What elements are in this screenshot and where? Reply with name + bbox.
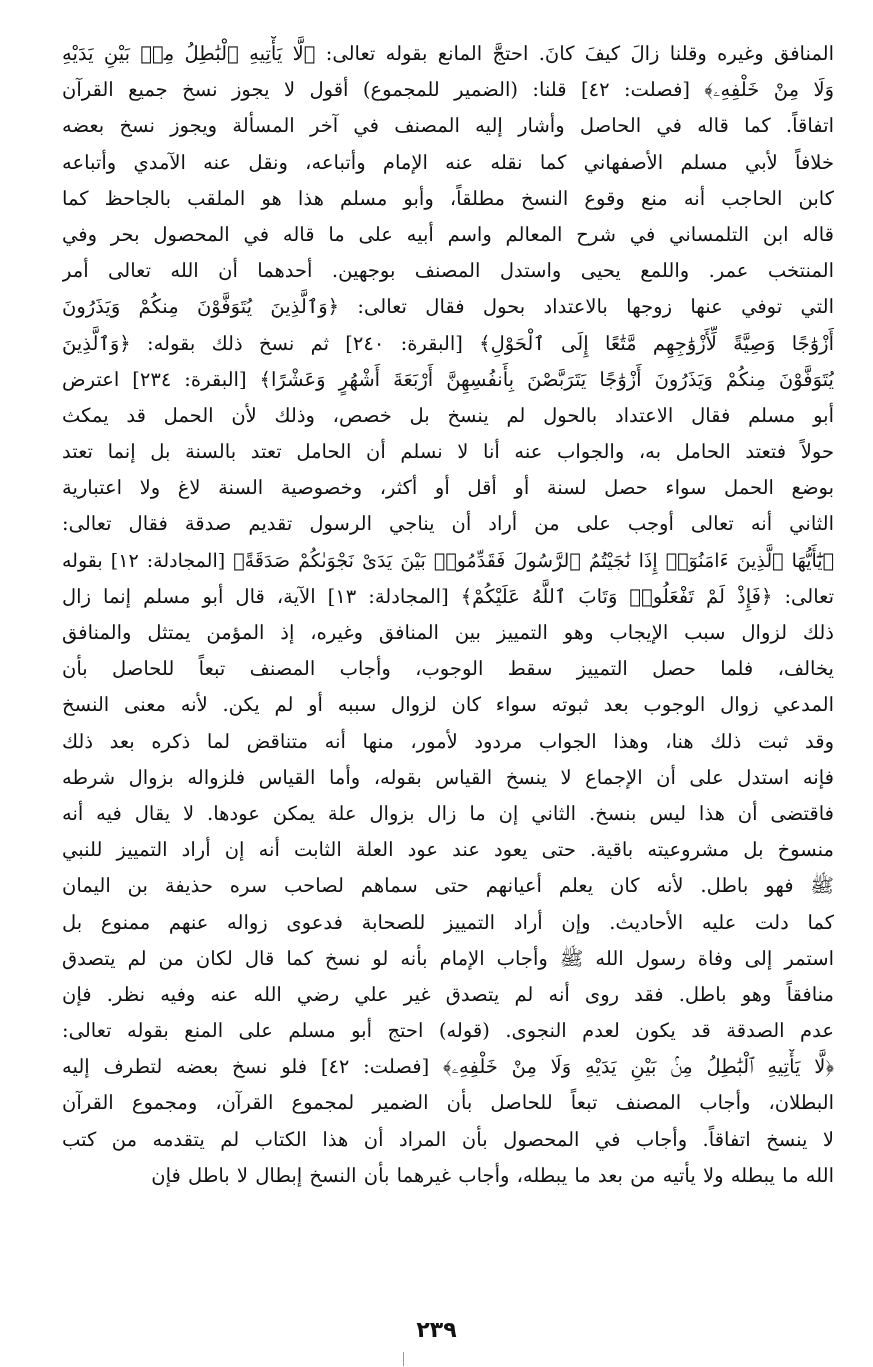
text-line: اتفاقاً. كما قاله في الحاصل وأشار إليه المصنف في آخر المسألة ويجوز نسخ بعضه xyxy=(62,114,834,138)
text-line: فإنه استدل على أن الإجماع لا ينسخ القياس بقوله، وأما القياس فلزواله بزوال شرطه xyxy=(62,765,834,789)
page-number: ٢٣٩ xyxy=(416,1318,457,1343)
text-line: أَزْوَٰجًا وَصِيَّةً لِّأَزْوَٰجِهِم مَّتَٰعًا إِلَى ٱلْحَوْلِ﴾ [البقرة: ٢٤٠] ثم نسخ ذلك بقوله: ﴿وَٱلَّذِينَ xyxy=(62,331,834,355)
text-line: كابن الحاجب أنه منع وقوع النسخ مطلقاً، وأبو مسلم هذا هو الملقب بالجاحظ كما xyxy=(62,186,834,210)
text-line: فاقتضى أن هذا ليس بنسخ. الثاني إن ما زال بزوال علة يمكن عودها. لا يقال فيه أنه xyxy=(62,801,834,825)
text-line: يخالف، فلما حصل التمييز سقط الوجوب، وأجاب المصنف تبعاً للحاصل بأن xyxy=(62,657,834,681)
text-line: ﷺ فهو باطل. لأنه كان يعلم أعيانهم حتى سماهم لصاحب سره حذيفة بن اليمان xyxy=(62,874,834,898)
scan-mark xyxy=(403,1352,404,1366)
text-line: وقد ثبت ذلك هنا، وهذا الجواب مردود لأمور، منها أنه متناقض لما ذكره بعد ذلك xyxy=(62,729,834,753)
text-line: استمر إلى وفاة رسول الله ﷺ وأجاب الإمام بأنه لو نسخ كما قال لكان من لم يتصدق xyxy=(62,946,834,970)
text-line: وَلَا مِنْ خَلْفِهِۦ﴾ [فصلت: ٤٢] قلنا: (الضمير للمجموع) أقول لا يجوز نسخ جميع القرآن xyxy=(62,78,834,102)
text-line: البطلان، وأجاب المصنف تبعاً للحاصل بأن الضمير لمجموع القرآن، ومجموع القرآن xyxy=(62,1091,834,1115)
text-line: بوضع الحمل سواء حصل لسنة أو أقل أو أكثر، وخصوصية السنة لاغ ولا اعتبارية xyxy=(62,476,834,500)
body-text xyxy=(62,36,834,1194)
text-line: قاله ابن التلمساني في شرح المعالم واسم أبيه على ما قاله في المحصول بحر وفي xyxy=(62,222,834,246)
text-line: منافقاً وهو باطل. فقد روى أنه لم يتصدق غير علي رضي الله عنه وفيه نظر. فإن xyxy=(62,982,834,1006)
text-line: لا ينسخ اتفاقاً. وأجاب في المحصول بأن المراد أن هذا الكتاب لم يتقدمه من كتب xyxy=(62,1127,834,1151)
text-line: الثاني أنه تعالى أوجب على من أراد أن يناجي الرسول تقديم صدقة فقال تعالى: xyxy=(62,512,834,536)
text-line: المدعي زوال الوجوب بعد ثبوته سواء كان لزوال سببه أو لم يكن. لأنه معنى النسخ xyxy=(62,693,834,717)
text-line: ﴿لَّا يَأْتِيهِ ٱلْبَٰطِلُ مِنۢ بَيْنِ يَدَيْهِ وَلَا مِنْ خَلْفِهِۦ﴾ [فصلت: ٤٢] فلو نسخ بعضه لتطرف إليه xyxy=(62,1055,834,1079)
text-line: خلافاً لأبي مسلم الأصفهاني كما نقله عنه الإمام وأتباعه، ونقل عنه الآمدي وأتباعه xyxy=(62,150,834,174)
text-line: التي توفي عنها زوجها بالاعتداد بحول فقال تعالى: ﴿وَٱلَّذِينَ يُتَوَفَّوْنَ مِنكُمْ وَيَذَرُونَ xyxy=(62,295,834,319)
text-line: تعالى: ﴿فَإِذْ لَمْ تَفْعَلُوا۟ وَتَابَ ٱللَّهُ عَلَيْكُمْ﴾ [المجادلة: ١٣] الآية، قال أبو مسلم إنما زال xyxy=(62,584,834,608)
text-line: منسوخ بل مشروعيته باقية. حتى يعود عند عود العلة الثابت أنه إن أراد التمييز للنبي xyxy=(62,838,834,862)
text-line: ذلك لزوال سبب الإيجاب وهو التمييز بين المنافق وغيره، إذ المؤمن يمتثل والمنافق xyxy=(62,621,834,644)
text-line: المنافق وغيره وقلنا زالَ كيفَ كانَ. احتجَّ المانع بقوله تعالى: ﴿لَّا يَأْتِيهِ ٱلْبَٰطِلُ مِنۢ بَيْنِ يَدَيْهِ xyxy=(62,42,834,65)
text-line: المنتخب عمر. واللمع يحيى واستدل المصنف بوجهين. أحدهما أن الله تعالى أمر xyxy=(62,259,834,283)
text-line: الله ما يبطله ولا يأتيه من بعد ما يبطله، وأجاب غيرهما بأن النسخ إبطال لا باطل فإن xyxy=(151,1163,834,1187)
text-line: أبو مسلم فقال الاعتداد بالحول لم ينسخ بل خصص، وذلك لأن الحمل قد يمكث xyxy=(62,403,834,427)
text-line: كما دلت عليه الأحاديث. وإن أراد التمييز للصحابة فدعوى زواله عنهم ممنوع بل xyxy=(62,910,834,934)
text-line: ﴿يَٰٓأَيُّهَا ٱلَّذِينَ ءَامَنُوٓا۟ إِذَا نَٰجَيْتُمُ ٱلرَّسُولَ فَقَدِّمُوا۟ بَيْنَ يَدَىْ نَجْوَىٰكُمْ صَدَقَةً﴾ [المجادلة: ١٢] بقوله xyxy=(62,549,834,572)
text-line: يُتَوَفَّوْنَ مِنكُمْ وَيَذَرُونَ أَزْوَٰجًا يَتَرَبَّصْنَ بِأَنفُسِهِنَّ أَرْبَعَةَ أَشْهُرٍ وَعَشْرًا﴾ [البقرة: ٢٣٤] اعترض xyxy=(62,367,834,391)
text-line: حولاً فتعتد الحامل به، والجواب عنه أنا لا نسلم أن الحامل تعتد بالسنة بل إنما تعتد xyxy=(62,440,834,464)
text-line: عدم الصدقة قد يكون لعدم النجوى. (قوله) احتج أبو مسلم على المنع بقوله تعالى: xyxy=(62,1019,834,1043)
